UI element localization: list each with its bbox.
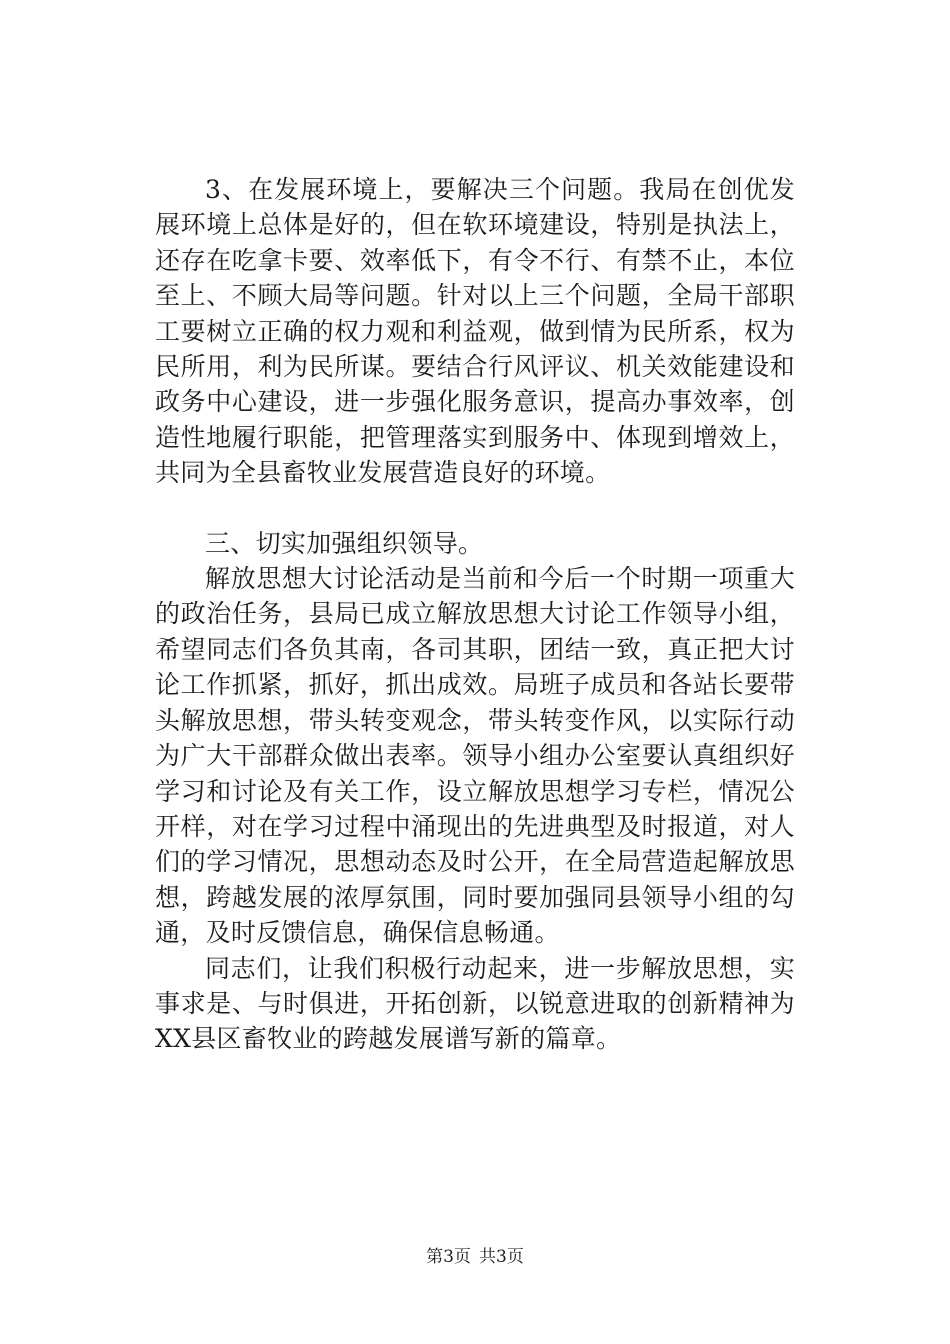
paragraph-discussion-activity: 解放思想大讨论活动是当前和今后一个时期一项重大的政治任务，县局已成立解放思想大讨论工作领导小组，希望同志们各负其南，各司其职，团结一致，真正把大讨论工作抓紧，抓好，抓出成效。局班子成员和各站长要带头解放思想，带头转变观念，带头转变作风，以实际行动为广大干部群众做出表率。领导小组办公室要认真组织好学习和讨论及有关工作，设立解放思想学习专栏，情况公开样，对在学习过程中涌现出的先进典型及时报道，对人们的学习情况，思想动态及时公开，在全局营造起解放思想，跨越发展的浓厚氛围，同时要加强同县领导小组的勾通，及时反馈信息，确保信息畅通。 [155, 564, 795, 948]
page-number: 第3页 [426, 1247, 471, 1267]
page-total: 共3页 [479, 1247, 524, 1267]
section-heading-organization: 三、切实加强组织领导。 [205, 528, 484, 558]
paragraph-closing: 同志们，让我们积极行动起来，进一步解放思想，实事求是、与时俱进，开拓创新，以锐意进取的创新精神为XX县区畜牧业的跨越发展谱写新的篇章。 [155, 953, 795, 1054]
paragraph-development-environment: 3、在发展环境上，要解决三个问题。我局在创优发展环境上总体是好的，但在软环境建设，特别是执法上，还存在吃拿卡要、效率低下，有令不行、有禁不止，本位至上、不顾大局等问题。针对以上三个问题，全局干部职工要树立正确的权力观和利益观，做到情为民所系，权为民所用，利为民所谋。要结合行风评议、机关效能建设和政务中心建设，进一步强化服务意识，提高办事效率，创造性地履行职能，把管理落实到服务中、体现到增效上，共同为全县畜牧业发展营造良好的环境。 [155, 175, 795, 488]
document-body [155, 172, 795, 1057]
page-footer [0, 1245, 950, 1269]
